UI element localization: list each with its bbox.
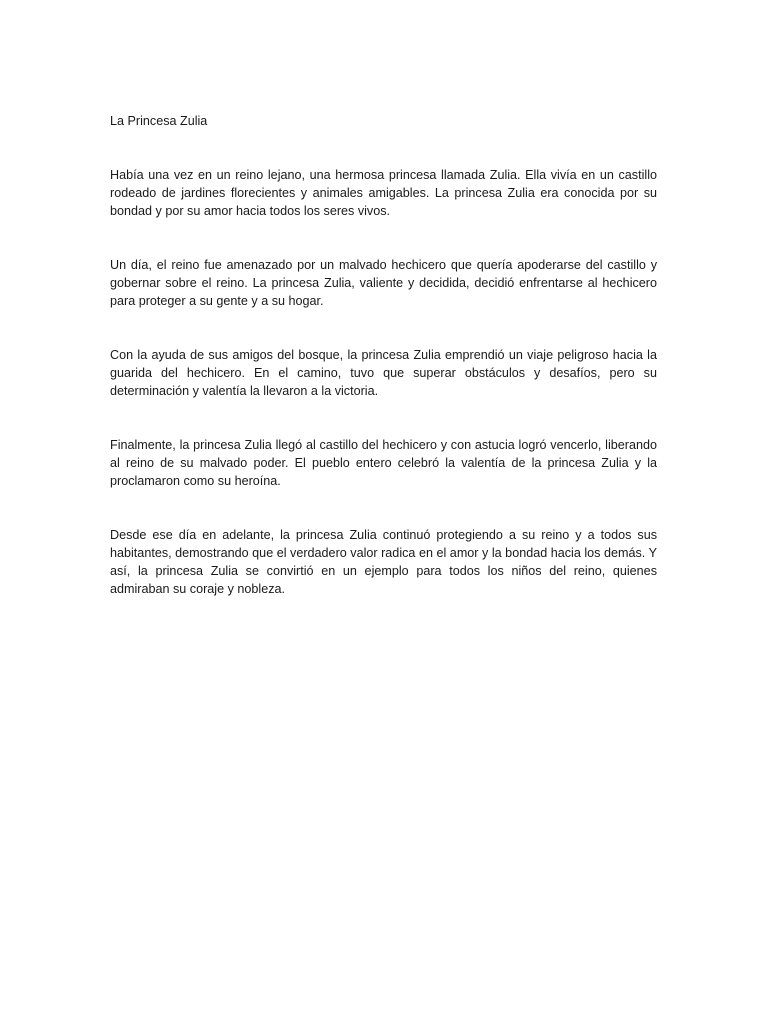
paragraph-4: Finalmente, la princesa Zulia llegó al castillo del hechicero y con astucia logró vencerlo, liberando al reino de su malvado poder. El pueblo entero celebró la valentía de la princesa Zulia y la proclamaron como su heroína. (110, 438, 657, 488)
paragraph-1: Había una vez en un reino lejano, una hermosa princesa llamada Zulia. Ella vivía en un castillo rodeado de jardines florecientes y animales amigables. La princesa Zulia era conocida por su bondad y por su amor hacia todos los seres vivos. (110, 168, 657, 218)
paragraph-2: Un día, el reino fue amenazado por un malvado hechicero que quería apoderarse del castillo y gobernar sobre el reino. La princesa Zulia, valiente y decidida, decidió enfrentarse al hechicero para proteger a su gente y a su hogar. (110, 258, 657, 308)
paragraph-5: Desde ese día en adelante, la princesa Zulia continuó protegiendo a su reino y a todos sus habitantes, demostrando que el verdadero valor radica en el amor y la bondad hacia los demás. Y así, la princesa Zulia se convirtió en un ejemplo para todos los niños del reino, quienes admiraban su coraje y nobleza. (110, 528, 657, 596)
document-body (110, 112, 657, 634)
paragraph-3: Con la ayuda de sus amigos del bosque, la princesa Zulia emprendió un viaje peligroso hacia la guarida del hechicero. En el camino, tuvo que superar obstáculos y desafíos, pero su determinación y valentía la llevaron a la victoria. (110, 348, 657, 398)
document-title: La Princesa Zulia (110, 114, 208, 128)
